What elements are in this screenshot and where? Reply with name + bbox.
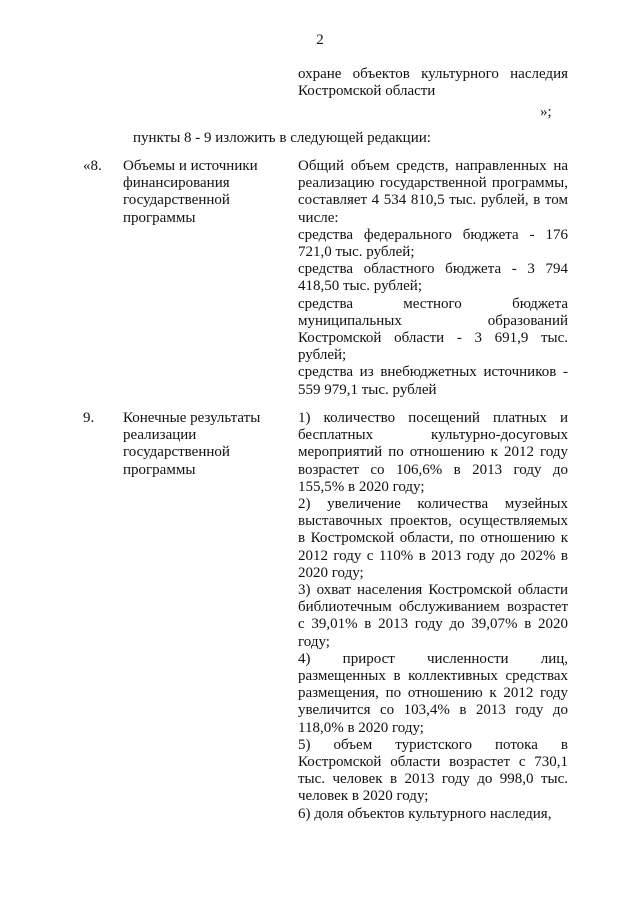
row-number-8: «8.: [83, 158, 102, 174]
row-content-results: [298, 410, 568, 823]
row-content-funding: [298, 158, 568, 399]
funding-extrabudgetary-paragraph: средства из внебюджетных источников - 559 979,1 тыс. рублей: [298, 364, 568, 398]
result-item-5: 5) объем туристского потока в Костромской области возрастет с 730,1 тыс. человек в 2013 году до 998,0 тыс. человек в 2020 году;: [298, 736, 568, 805]
result-item-3: 3) охват населения Костромской области библиотечным обслуживанием возрастет с 39,01% в 2013 году до 39,07% в 2020 году;: [298, 582, 568, 650]
result-item-1: 1) количество посещений платных и бесплатных культурно-досуговых мероприятий по отношению к 2012 году возрастет со 106,6% в 2013 году до 155,5% в 2020 году;: [298, 410, 568, 495]
funding-federal-paragraph: средства федерального бюджета - 176 721,0 тыс. рублей;: [298, 226, 568, 261]
funding-total-paragraph: Общий объем средств, направленных на реализацию государственной программы, составляет 4 534 810,5 тыс. рублей, в том числе:: [298, 158, 568, 226]
page-number: 2: [316, 32, 324, 48]
row-number-9: 9.: [83, 410, 95, 426]
instruction-text: пункты 8 - 9 изложить в следующей редакции:: [133, 130, 431, 146]
result-item-4: 4) прирост численности лиц, размещенных в коллективных средствах размещения, по отношению к 2012 году увеличится со 103,4% в 2013 году до 118,0% в 2020 году;: [298, 650, 568, 736]
result-item-2: 2) увеличение количества музейных выставочных проектов, осуществляемых в Костромской области, по отношению к 2012 году с 110% в 2013 году до 202% в 2020 году;: [298, 496, 568, 581]
result-item-6: 6) доля объектов культурного наследия,: [298, 805, 552, 822]
row-label-results: Конечные результаты реализации государственной программы: [123, 410, 261, 478]
intro-text: охране объектов культурного наследия Костромской области: [298, 66, 568, 100]
row-label-funding: Объемы и источники финансирования государственной программы: [123, 158, 258, 226]
closing-quote: »;: [540, 104, 552, 120]
funding-local-paragraph: средства местного бюджета муниципальных образований Костромской области - 3 691,9 тыс. рублей;: [298, 295, 568, 364]
funding-regional-paragraph: средства областного бюджета - 3 794 418,50 тыс. рублей;: [298, 261, 568, 295]
